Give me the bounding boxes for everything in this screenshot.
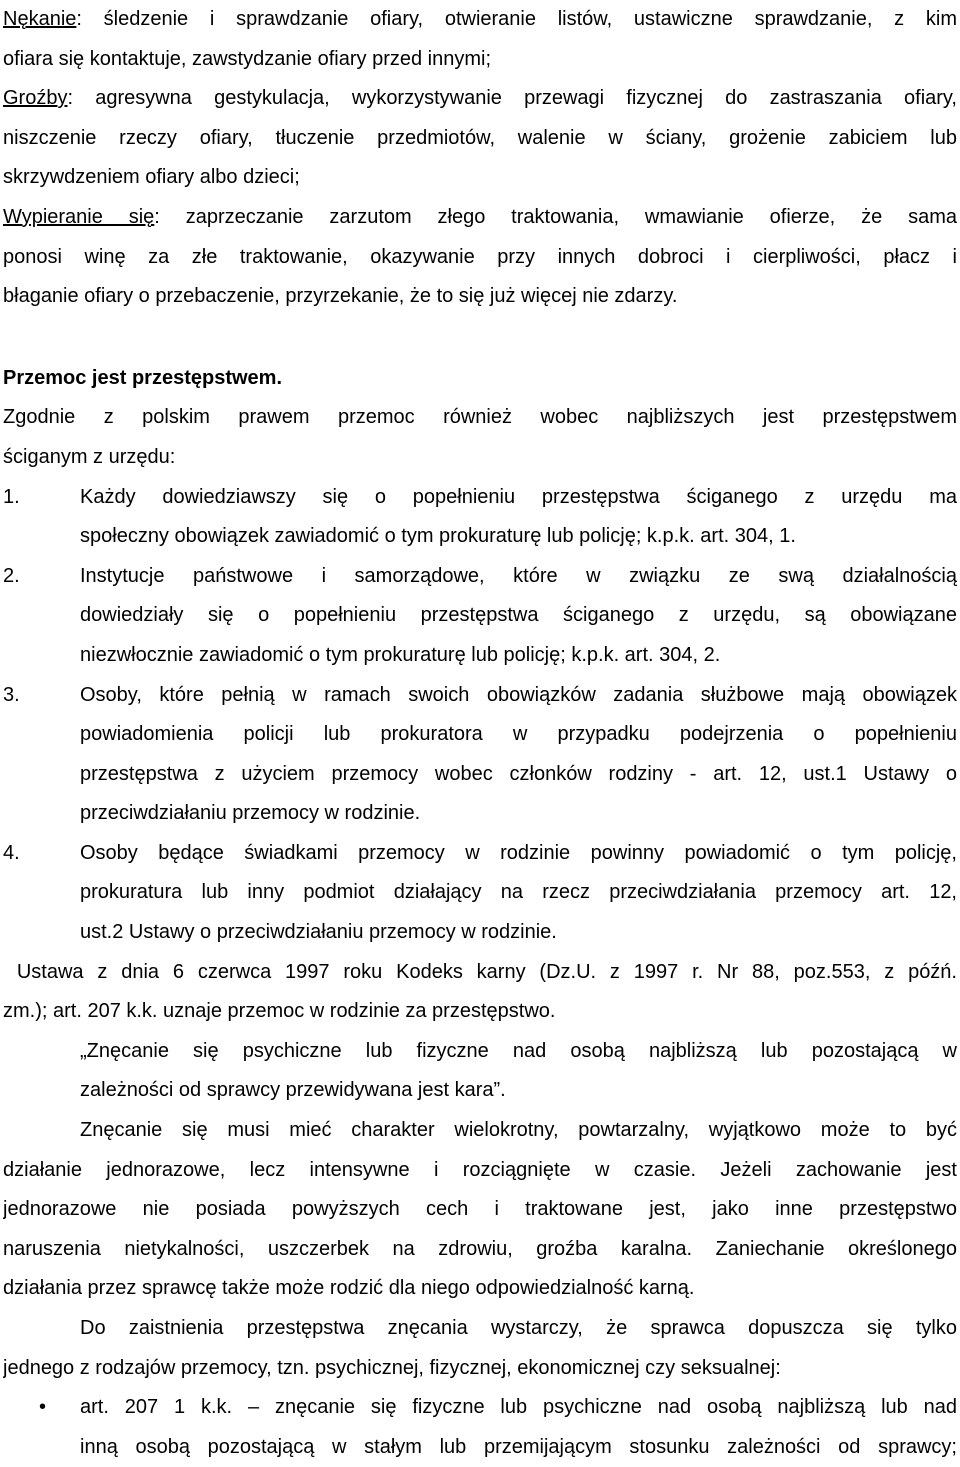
paragraph-line: Znęcanie się musi mieć charakter wielokrotny, powtarzalny, wyjątkowo może to być xyxy=(80,1119,957,1142)
section-heading: Przemoc jest przestępstwem. xyxy=(3,366,282,389)
list-item-continuation: powiadomienia policji lub prokuratora w przypadku podejrzenia o popełnieniu xyxy=(80,723,957,746)
bullet-item-continuation: inną osobą pozostającą w stałym lub przemijającym stosunku zależności od sprawcy; xyxy=(80,1435,957,1458)
text-line: błaganie ofiary o przebaczenie, przyrzekanie, że to się już więcej nie zdarzy. xyxy=(3,285,678,308)
list-item xyxy=(3,676,957,716)
paragraph-line: działanie jednorazowe, lecz intensywne i rozciągnięte w czasie. Jeżeli zachowanie jest xyxy=(3,1158,957,1181)
list-item xyxy=(3,557,957,597)
quote-line: zależności od sprawcy przewidywana jest kara”. xyxy=(80,1079,506,1102)
list-item-continuation: dowiedziały się o popełnieniu przestępstwa ściganego z urzędu, są obowiązane xyxy=(80,604,957,627)
text-line: niszczenie rzeczy ofiary, tłuczenie przedmiotów, walenie w ściany, grożenie zabiciem lub xyxy=(3,126,957,149)
list-item-continuation: przestępstwa z użyciem przemocy wobec członków rodziny - art. 12, ust.1 Ustawy o xyxy=(80,762,957,785)
list-text: Każdy dowiedziawszy się o popełnieniu przestępstwa ściganego z urzędu ma xyxy=(80,485,957,508)
term-description: : śledzenie i sprawdzanie ofiary, otwieranie listów, ustawiczne sprawdzanie, z kim xyxy=(76,8,957,30)
term-description: : zaprzeczanie zarzutom złego traktowania, wmawianie ofierze, że sama xyxy=(154,205,957,228)
list-item-continuation: niezwłocznie zawiadomić o tym prokuraturę lub policję; k.p.k. art. 304, 2. xyxy=(80,643,721,666)
text-line xyxy=(3,79,957,119)
paragraph-line: działania przez sprawcę także może rodzić dla niego odpowiedzialność karną. xyxy=(3,1277,695,1300)
text-line: ofiara się kontaktuje, zawstydzanie ofiary przed innymi; xyxy=(3,47,492,70)
spacer xyxy=(3,317,957,359)
paragraph-line: jednorazowe nie posiada powyższych cech i traktowane jest, jako inne przestępstwo xyxy=(3,1198,957,1221)
text-line: skrzywdzeniem ofiary albo dzieci; xyxy=(3,166,300,189)
quote-line: „Znęcanie się psychiczne lub fizyczne nad osobą najbliższą lub pozostającą w xyxy=(80,1039,957,1062)
statute-line: zm.); art. 207 k.k. uznaje przemoc w rodzinie za przestępstwo. xyxy=(3,1000,556,1023)
bullet-text: art. 207 1 k.k. – znęcanie się fizyczne lub psychiczne nad osobą najbliższą lub nad xyxy=(80,1396,957,1419)
term-label: Nękanie xyxy=(3,8,77,30)
paragraph-line: jednego z rodzajów przemocy, tzn. psychicznej, fizycznej, ekonomicznej czy seksualnej: xyxy=(3,1356,781,1379)
statute-line: Ustawa z dnia 6 czerwca 1997 roku Kodeks karny (Dz.U. z 1997 r. Nr 88, poz.553, z późń. xyxy=(3,960,957,983)
text-line xyxy=(3,0,957,40)
term-label: Wypieranie się xyxy=(3,205,155,228)
list-item xyxy=(3,478,957,518)
paragraph-line: Do zaistnienia przestępstwa znęcania wystarczy, że sprawca dopuszcza się tylko xyxy=(80,1317,957,1339)
list-item-continuation: przeciwdziałaniu przemocy w rodzinie. xyxy=(80,802,421,825)
term-label: Groźby xyxy=(3,87,68,110)
list-item xyxy=(3,834,957,874)
paragraph-line: naruszenia nietykalności, uszczerbek na zdrowiu, groźba karalna. Zaniechanie określonego xyxy=(3,1237,957,1260)
list-item-continuation: prokuratura lub inny podmiot działający na rzecz przeciwdziałania przemocy art. 12, xyxy=(80,881,957,904)
list-number: 1. xyxy=(3,485,20,508)
list-text: Osoby będące świadkami przemocy w rodzinie powinny powiadomić o tym policję, xyxy=(80,841,957,864)
bullet-item xyxy=(3,1388,957,1428)
text-line xyxy=(3,198,957,238)
list-number: 3. xyxy=(3,683,20,706)
list-item-continuation: społeczny obowiązek zawiadomić o tym prokuraturę lub policję; k.p.k. art. 304, 1. xyxy=(80,525,796,548)
list-number: 2. xyxy=(3,564,20,587)
intro-line: Zgodnie z polskim prawem przemoc również wobec najbliższych jest przestępstwem xyxy=(3,406,957,429)
list-number: 4. xyxy=(3,841,20,864)
list-item-continuation: ust.2 Ustawy o przeciwdziałaniu przemocy w rodzinie. xyxy=(80,921,557,944)
list-text: Osoby, które pełnią w ramach swoich obowiązków zadania służbowe mają obowiązek xyxy=(80,683,957,706)
bullet-icon: • xyxy=(39,1396,47,1419)
list-text: Instytucje państwowe i samorządowe, które w związku ze swą działalnością xyxy=(80,564,957,587)
term-description: : agresywna gestykulacja, wykorzystywanie przewagi fizycznej do zastraszania ofiary, xyxy=(67,87,957,110)
intro-line: ściganym z urzędu: xyxy=(3,445,176,468)
text-line: ponosi winę za złe traktowanie, okazywanie przy innych dobroci i cierpliwości, płacz i xyxy=(3,245,957,268)
